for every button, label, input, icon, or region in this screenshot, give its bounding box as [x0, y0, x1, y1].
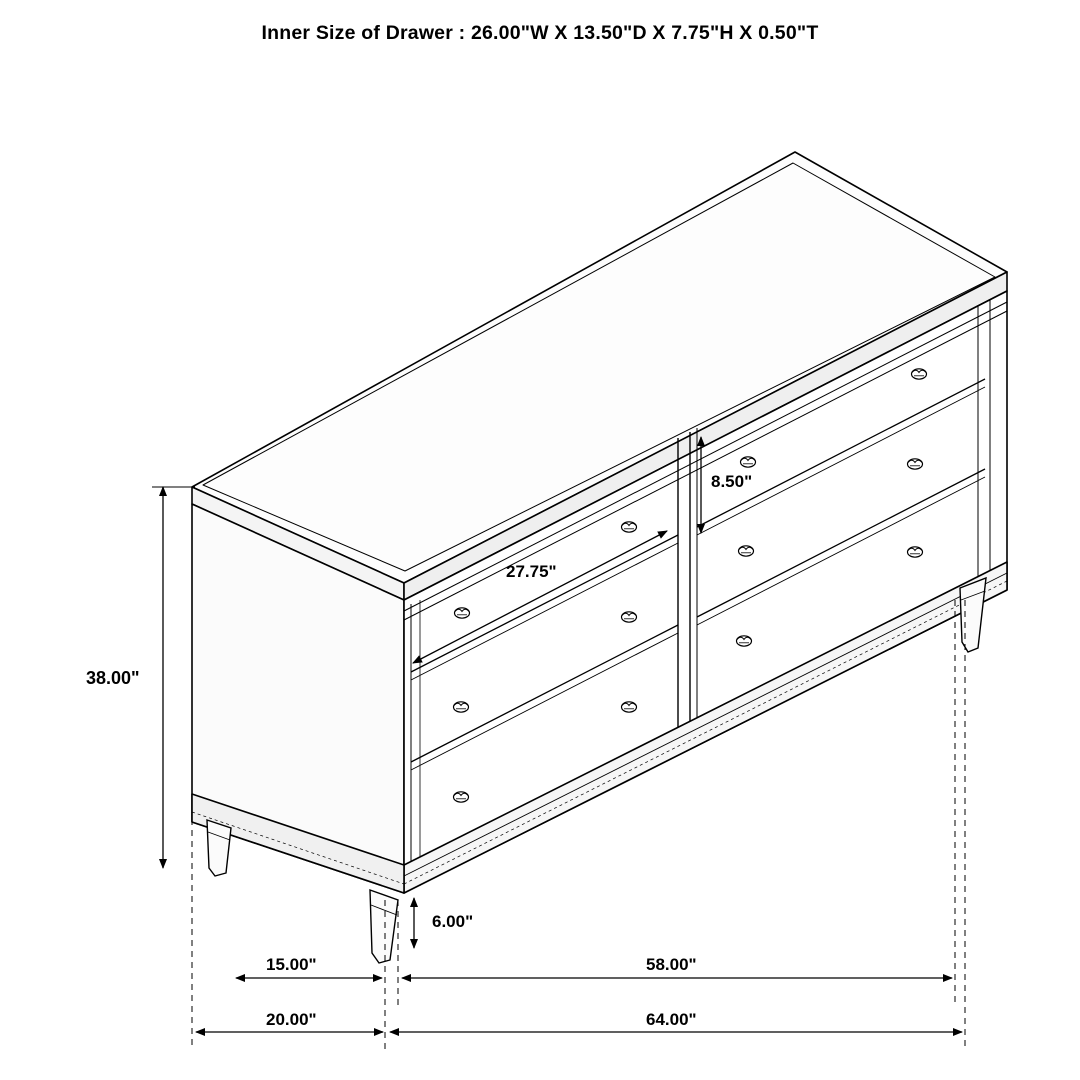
- dim-label-left-side-depth: 15.00": [266, 955, 317, 974]
- drawer-knob-icon: [908, 547, 923, 557]
- dim-label-leg-height: 6.00": [432, 912, 474, 931]
- drawer-knob-icon: [741, 457, 756, 467]
- leg-back-left: [207, 820, 231, 876]
- drawer-knob-icon: [622, 702, 637, 712]
- drawer-knob-icon: [454, 702, 469, 712]
- dim-label-height-total: 38.00": [86, 668, 140, 688]
- dim-label-base-depth: 20.00": [266, 1010, 317, 1029]
- dim-label-drawer-height: 8.50": [711, 472, 753, 491]
- drawer-knob-icon: [622, 522, 637, 532]
- drawer-knob-icon: [739, 546, 754, 556]
- drawer-knob-icon: [455, 608, 470, 618]
- drawer-knob-icon: [737, 636, 752, 646]
- leg-front-right: [960, 578, 986, 652]
- dresser-body: [192, 152, 1007, 893]
- dim-label-drawer-width-diagonal: 27.75": [506, 562, 557, 581]
- page-title: Inner Size of Drawer : 26.00"W X 13.50"D X 7.75"H X 0.50"T: [261, 22, 819, 44]
- drawer-knob-icon: [622, 612, 637, 622]
- drawer-knob-icon: [454, 792, 469, 802]
- dim-label-front-width: 58.00": [646, 955, 697, 974]
- drawer-knob-icon: [912, 369, 927, 379]
- drawer-knob-icon: [908, 459, 923, 469]
- dim-label-base-width: 64.00": [646, 1010, 697, 1029]
- leg-front-left: [370, 890, 398, 963]
